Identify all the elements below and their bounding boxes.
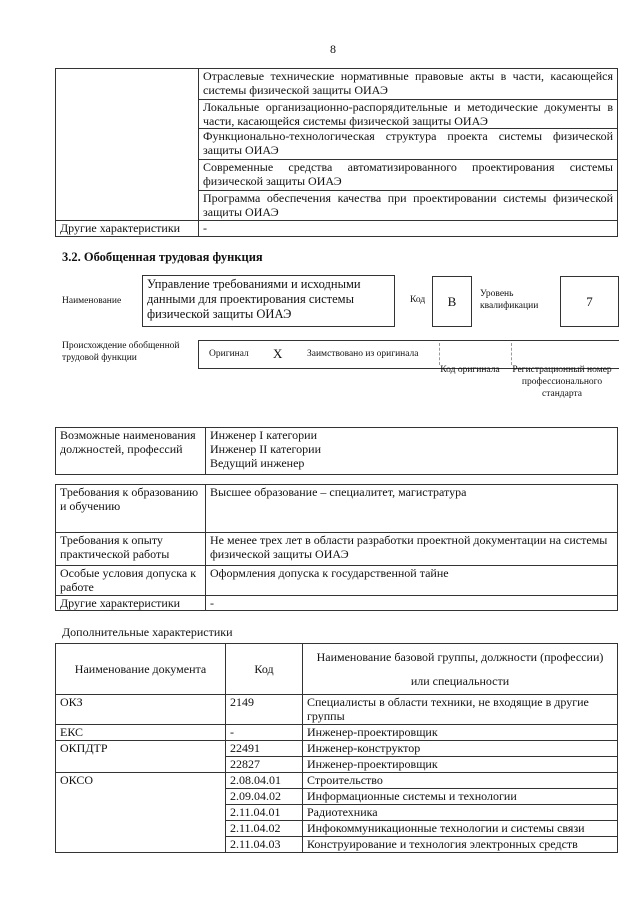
orig-code-label: Код оригинала	[440, 365, 500, 375]
code-cell: 22491	[226, 741, 303, 757]
requirement-label: Требования к опыту практической работы	[56, 533, 206, 566]
header-code: Код	[226, 644, 303, 695]
requirement-label: Другие характеристики	[56, 596, 206, 611]
section-title: 3.2. Обобщенная трудовая функция	[62, 250, 263, 264]
name-label: Наименование	[62, 296, 122, 306]
requirement-label: Особые условия допуска к работе	[56, 566, 206, 596]
position-item: Инженер II категории	[210, 442, 321, 456]
doc-cell: ОКСО	[56, 773, 226, 853]
level-label: Уровень квалификации	[480, 289, 539, 311]
requirement-value: Оформления допуска к государственной тайне	[206, 566, 618, 596]
code-cell: 2.08.04.01	[226, 773, 303, 789]
other-label: Другие характеристики	[56, 221, 199, 237]
knowledge-item: Отраслевые технические нормативные правовые акты в части, касающейся системы физической защиты ОИАЭ	[199, 69, 618, 100]
name-cell: Специалисты в области техники, не входящие в другие группы	[303, 695, 618, 725]
name-cell: Инженер-проектировщик	[303, 725, 618, 741]
requirement-value: Не менее трех лет в области разработки проектной документации на системы физической защиты ОИАЭ	[206, 533, 618, 566]
name-cell: Инфокоммуникационные технологии и системы связи	[303, 821, 618, 837]
borrowed-label: Заимствовано из оригинала	[307, 349, 419, 359]
positions-table	[55, 427, 618, 475]
header-doc: Наименование документа	[56, 644, 226, 695]
position-item: Инженер I категории	[210, 428, 317, 442]
knowledge-table	[55, 68, 618, 237]
original-mark: X	[273, 346, 283, 361]
name-cell: Инженер-конструктор	[303, 741, 618, 757]
requirement-label: Требования к образованию и обучению	[56, 485, 206, 533]
name-cell: Радиотехника	[303, 805, 618, 821]
doc-cell: ЕКС	[56, 725, 226, 741]
name-cell: Информационные системы и технологии	[303, 789, 618, 805]
requirement-value: Высшее образование – специалитет, магистратура	[206, 485, 618, 533]
divider	[439, 343, 440, 365]
name-cell: Конструирование и технология электронных средств	[303, 837, 618, 853]
requirement-value: -	[206, 596, 618, 611]
original-label: Оригинал	[209, 349, 249, 359]
code-label: Код	[410, 295, 426, 305]
requirements-table	[55, 484, 618, 611]
origin-label: Происхождение обобщенной трудовой функции	[62, 341, 180, 363]
positions-label: Возможные наименования должностей, профессий	[56, 428, 206, 475]
doc-cell: ОКПДТР	[56, 741, 226, 773]
code-cell: 2.11.04.02	[226, 821, 303, 837]
position-item: Ведущий инженер	[210, 456, 305, 470]
level-value: 7	[560, 276, 619, 327]
divider	[511, 343, 512, 365]
code-cell: -	[226, 725, 303, 741]
function-name: Управление требованиями и исходными данными для проектирования системы физической защиты ОИАЭ	[142, 275, 395, 327]
code-cell: 22827	[226, 757, 303, 773]
additional-title: Дополнительные характеристики	[62, 625, 233, 639]
knowledge-item: Программа обеспечения качества при проектировании системы физической защиты ОИАЭ	[199, 191, 618, 221]
code-cell: 2149	[226, 695, 303, 725]
code-value: B	[432, 276, 472, 327]
page-number: 8	[330, 42, 336, 56]
additional-table	[55, 643, 618, 853]
name-cell: Инженер-проектировщик	[303, 757, 618, 773]
name-cell: Строительство	[303, 773, 618, 789]
doc-cell: ОКЗ	[56, 695, 226, 725]
reg-number-label: Регистрационный номер профессионального стандарта	[512, 365, 612, 399]
knowledge-item: Локальные организационно-распорядительные и методические документы в части, касающейся системы физической защиты ОИАЭ	[199, 100, 618, 129]
code-cell: 2.09.04.02	[226, 789, 303, 805]
code-cell: 2.11.04.01	[226, 805, 303, 821]
header-name: Наименование базовой группы, должности (профессии) или специальности	[303, 644, 618, 695]
knowledge-item: Функционально-технологическая структура проекта системы физической защиты ОИАЭ	[199, 129, 618, 160]
other-value: -	[199, 221, 618, 237]
knowledge-item: Современные средства автоматизированного проектирования системы физической защиты ОИАЭ	[199, 160, 618, 191]
code-cell: 2.11.04.03	[226, 837, 303, 853]
